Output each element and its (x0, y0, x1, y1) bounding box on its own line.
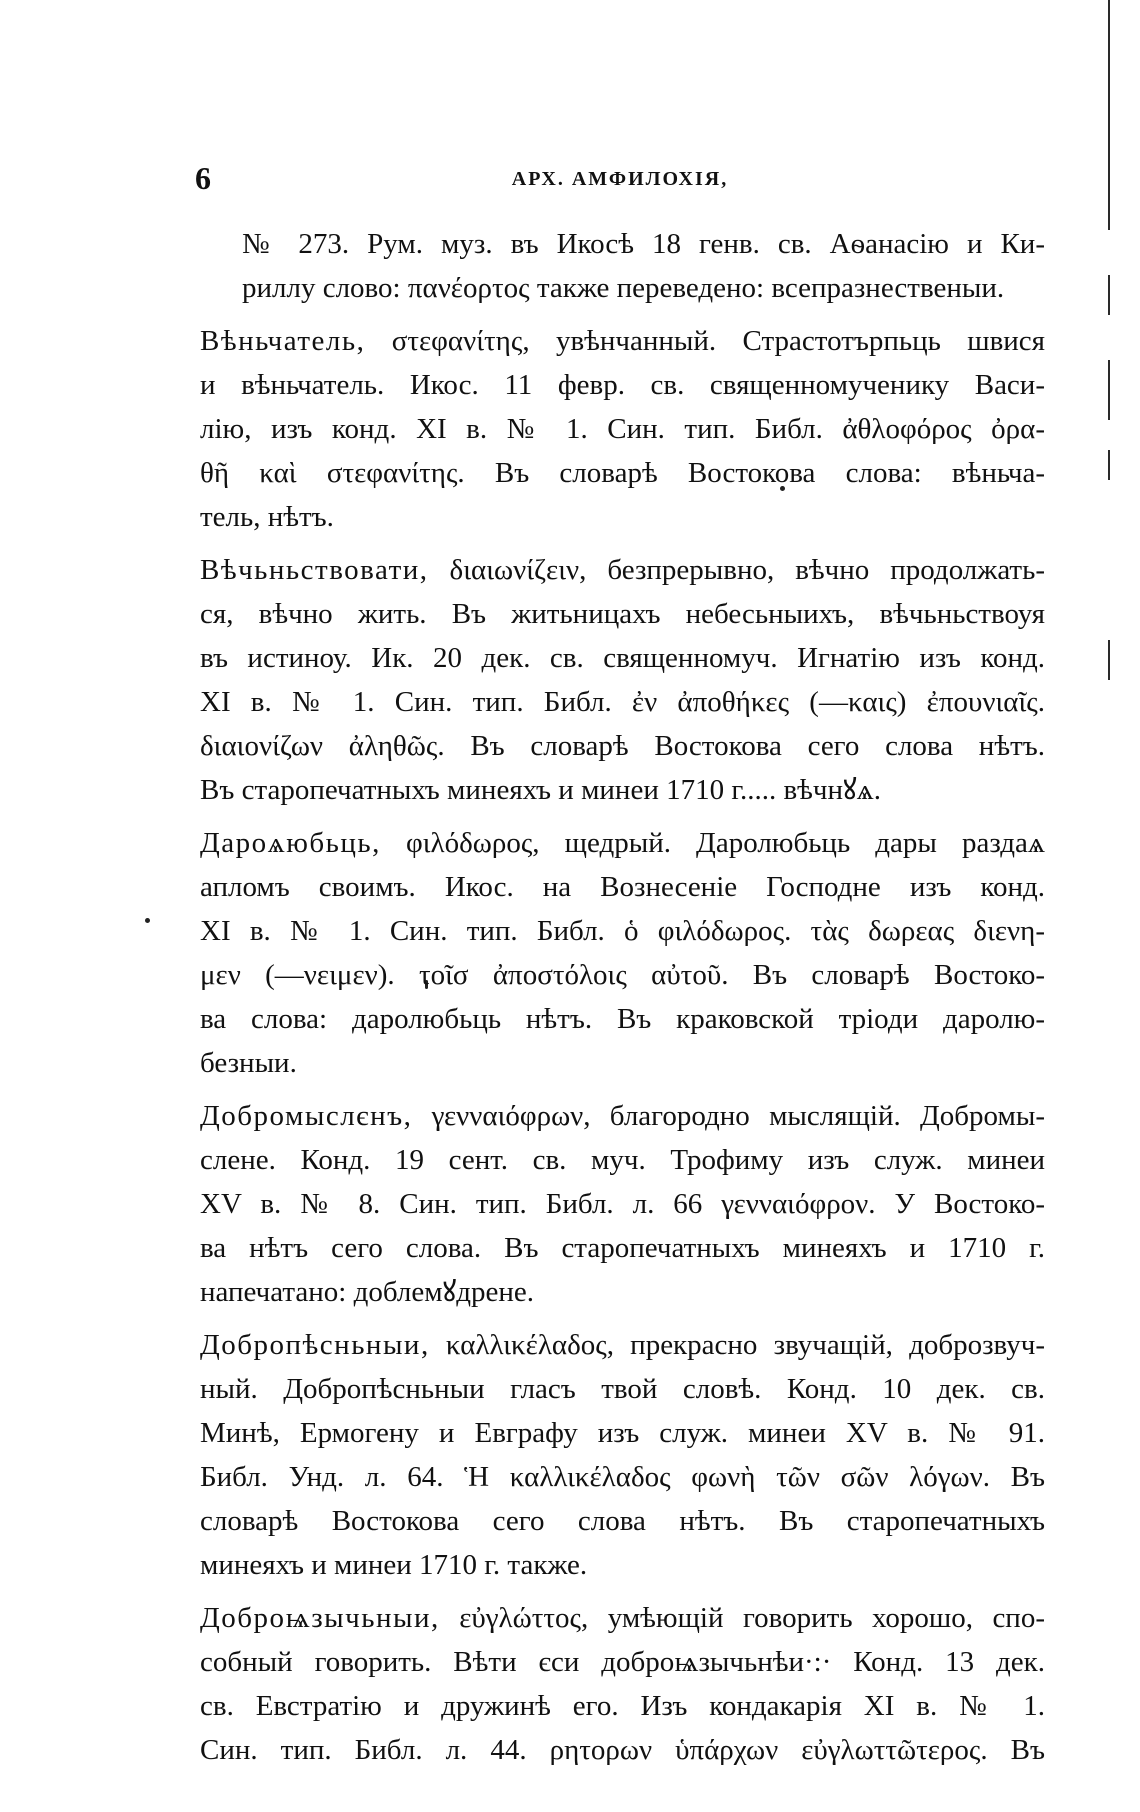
page-header (195, 160, 1045, 200)
dictionary-entry (200, 1094, 1045, 1314)
text-line (200, 1323, 1045, 1367)
text-line (200, 1596, 1045, 1640)
text-span: διαιωνίζειν, безпрерывно, вѣчно продолжать- (428, 554, 1045, 586)
text-line (200, 821, 1045, 865)
entry-headword: Доброѩзычьныи, (200, 1602, 440, 1634)
dictionary-entry (200, 222, 1045, 310)
text-line: безныи. (200, 1047, 297, 1079)
text-line: ва нѣтъ сего слова. Въ старопечатныхъ минеяхъ и 1710 г. (200, 1232, 1045, 1264)
text-line: и вѣньчатель. Икос. 11 февр. св. священномученику Васи- (200, 369, 1045, 401)
running-title: АРХ. АМФИЛОХІЯ, (511, 168, 729, 190)
text-line: XI в. № 1. Син. тип. Библ. ἐν ἀποθήκες (—καις) ἐπουνιαῖς. (200, 686, 1045, 718)
dictionary-entry (200, 548, 1045, 812)
entry-headword: Добромыслєнъ, (200, 1100, 413, 1132)
text-line: тель, нѣтъ. (200, 501, 334, 533)
text-line: св. Евстратію и дружинѣ его. Изъ кондакарія XI в. № 1. (200, 1690, 1045, 1722)
page-edge-mark (1108, 0, 1110, 230)
entry-headword: Добропѣсньныи, (200, 1329, 430, 1361)
text-line: XI в. № 1. Син. тип. Библ. ὁ φιλόδωρος. τὰς δωρεας διενη- (200, 915, 1045, 947)
page-edge-mark (1108, 640, 1110, 680)
print-speck (145, 918, 150, 923)
page-edge-mark (1108, 275, 1110, 315)
text-line: Въ старопечатныхъ минеяхъ и минеи 1710 г..... вѣчнꙋѧ. (200, 774, 881, 806)
text-span: γενναιόφρων, благородно мыслящій. Добромы- (412, 1100, 1045, 1132)
text-line: διαιονίζων ἀληθῶς. Въ словарѣ Востокова сего слова нѣтъ. (200, 730, 1045, 762)
text-span: καλλικέλαδος, прекрасно звучащій, доброзвуч- (429, 1329, 1045, 1361)
page-number: 6 (195, 160, 211, 196)
text-line: лію, изъ конд. XI в. № 1. Син. тип. Библ. ἀθλοφόρος ὀρα- (200, 413, 1045, 445)
text-line: ва слова: даролюбьць нѣтъ. Въ краковской тріоди даролю- (200, 1003, 1045, 1035)
text-line: ный. Добропѣсньныи гласъ твой словѣ. Конд. 10 дек. св. (200, 1373, 1045, 1405)
dictionary-entry (200, 1596, 1045, 1772)
text-span: φιλόδωρος, щедрый. Даролюбьць дары раздаѧ (380, 827, 1045, 859)
dictionary-entry (200, 1323, 1045, 1587)
text-line: собный говорить. Вѣти єси доброѩзычьнѣи·:· Конд. 13 дек. (200, 1646, 1045, 1678)
entry-headword: Дароѧюбьць, (200, 827, 381, 859)
text-line: слене. Конд. 19 сент. св. муч. Трофиму изъ служ. минеи (200, 1144, 1045, 1176)
page-edge-mark (1108, 450, 1110, 480)
text-line: ся, вѣчно жить. Въ житьницахъ небесьныихъ, вѣчьньствоуя (200, 598, 1045, 630)
text-span: εὐγλώττος, умѣющій говорить хорошо, спо- (439, 1602, 1045, 1634)
text-line: минеяхъ и минеи 1710 г. также. (200, 1549, 588, 1581)
dictionary-entry (200, 821, 1045, 1085)
text-line: № 273. Рум. муз. въ Икосѣ 18 генв. св. Аѳанасію и Ки- (242, 228, 1045, 260)
text-span: στεφανίτης, увѣнчанный. Страстотърпьць швися (365, 325, 1045, 357)
text-line (200, 319, 1045, 363)
entry-headword: Вѣньчатель, (200, 325, 366, 357)
text-line: Син. тип. Библ. л. 44. ρητορων ὑπάρχων εὐγλωττῶτερος. Въ (200, 1734, 1045, 1766)
text-line: риллу слово: πανέορτος также переведено: всепразнественыи. (242, 272, 1005, 304)
text-line: словарѣ Востокова сего слова нѣтъ. Въ старопечатныхъ (200, 1505, 1045, 1537)
dictionary-entry (200, 319, 1045, 539)
text-line: Библ. Унд. л. 64. Ἡ καλλικέλαδος φωνὴ τῶν σῶν λόγων. Въ (200, 1461, 1045, 1493)
text-line (200, 548, 1045, 592)
text-line: μεν (—νειμεν). τοῖσ ἀποστόλοις αὐτοῦ. Въ словарѣ Востоко- (200, 959, 1045, 991)
text-line: въ истиноу. Ик. 20 дек. св. священномуч. Игнатію изъ конд. (200, 642, 1045, 674)
text-line (200, 1094, 1045, 1138)
text-line: напечатано: доблемꙋдрене. (200, 1276, 534, 1308)
entry-headword: Вѣчьньствовати, (200, 554, 429, 586)
text-line: θῆ καὶ στεφανίτης. Въ словарѣ Востокова слова: вѣньча- (200, 457, 1045, 489)
page-edge-mark (1108, 360, 1110, 420)
text-line: апломъ своимъ. Икос. на Вознесеніе Господне изъ конд. (200, 871, 1045, 903)
text-line: Минѣ, Ермогену и Евграфу изъ служ. минеи XV в. № 91. (200, 1417, 1045, 1449)
dictionary-text (200, 222, 1045, 1781)
text-line: XV в. № 8. Син. тип. Библ. л. 66 γενναιόφρον. У Востоко- (200, 1188, 1045, 1220)
